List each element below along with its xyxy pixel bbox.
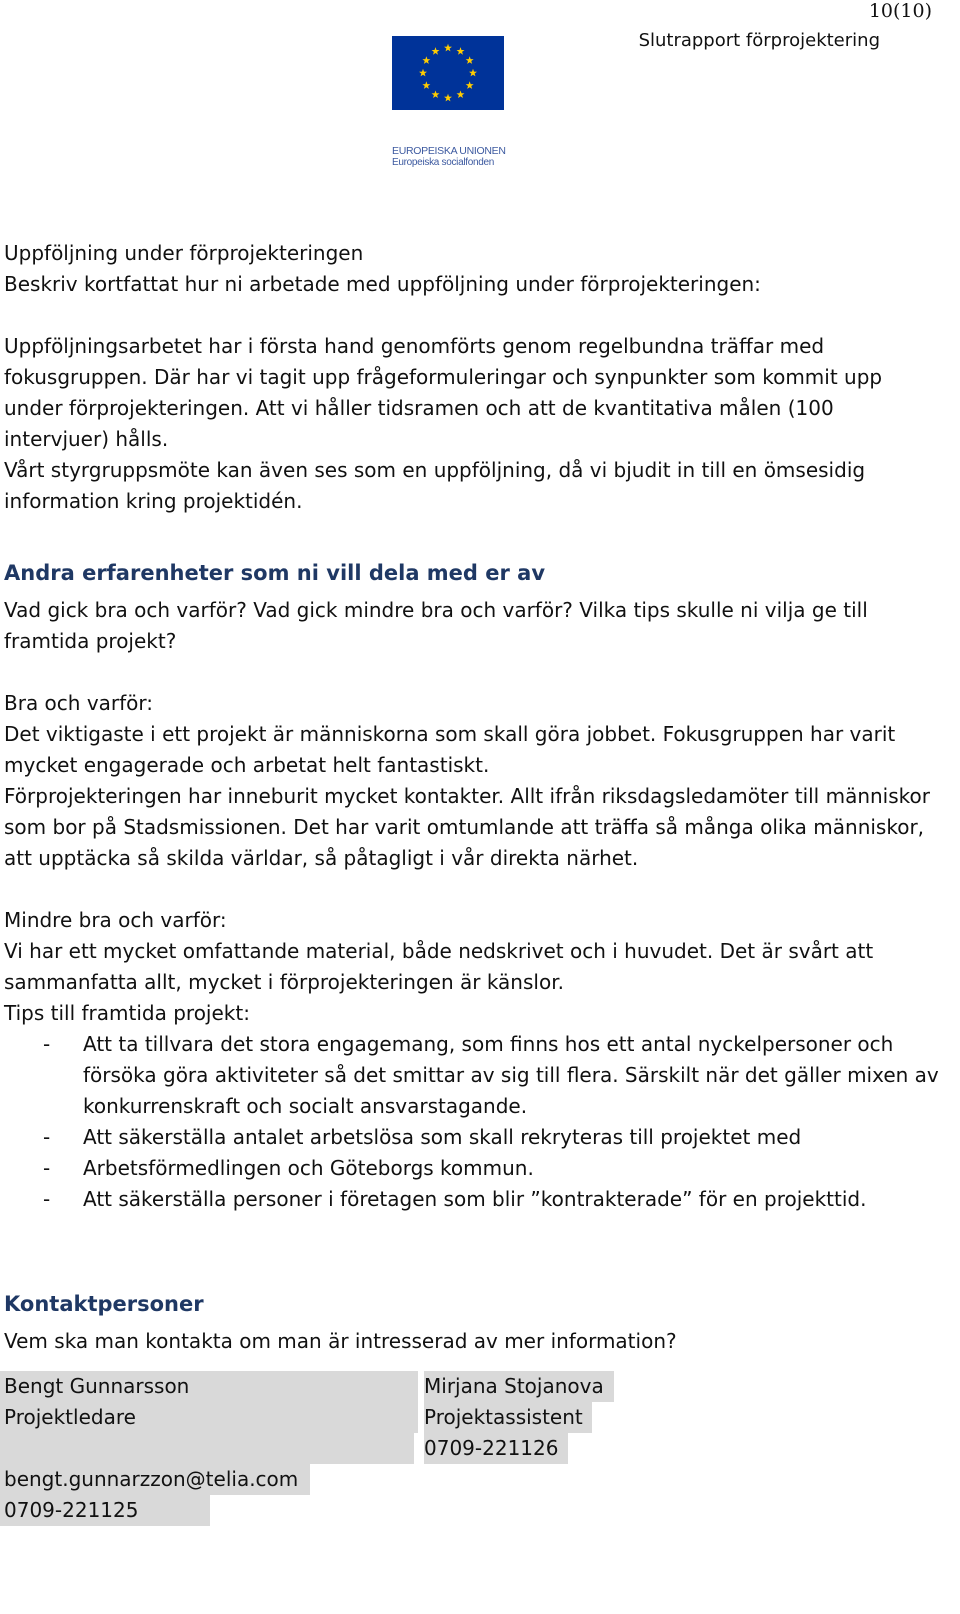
followup-answer-1: Uppföljningsarbetet har i första hand genomförts genom regelbundna träffar med fokusgruppen. Där har vi tagit upp frågeformuleringar och synpunkter som kommit upp under förprojekteringen. Att vi håller tidsramen och att de kvantitativa målen (100 intervjuer) hålls.	[4, 334, 883, 451]
list-item: - Att säkerställa personer i företagen som blir ”kontrakterade” för en projekttid.	[43, 1187, 867, 1211]
bad-label: Mindre bra och varför:	[4, 908, 227, 932]
eu-logo-line1: EUROPEISKA UNIONEN	[392, 145, 506, 157]
list-item: - Att ta tillvara det stora engagemang, som finns hos ett antal nyckelpersoner och försöka göra aktiviteter så det smittar av sig till flera. Särskilt när det gäller mixen av konkurrenskraft och socialt ansvarstagande.	[43, 1032, 939, 1118]
contact-1-email-line	[0, 1464, 310, 1495]
followup-answer-2: Vårt styrgruppsmöte kan även ses som en uppföljning, då vi bjudit in till en ömsesidig information kring projektidén.	[4, 458, 866, 513]
contact-1-phone: 0709-221125	[4, 1498, 139, 1522]
eu-logo-line2: Europeiska socialfonden	[392, 157, 495, 168]
good-label: Bra och varför:	[4, 691, 154, 715]
contacts-heading: Kontaktpersoner	[4, 1292, 204, 1316]
contact-1-role-line	[0, 1402, 418, 1433]
contact-1-name: Bengt Gunnarsson	[4, 1374, 190, 1398]
experiences-question: Vad gick bra och varför? Vad gick mindre bra och varför? Vilka tips skulle ni vilja ge till framtida projekt?	[4, 598, 868, 653]
contact-2-name-line	[424, 1371, 614, 1402]
list-item: - Att säkerställa antalet arbetslösa som skall rekryteras till projektet med	[43, 1125, 802, 1149]
contact-2-phone-line	[424, 1433, 568, 1464]
contacts-question: Vem ska man kontakta om man är intresserad av mer information?	[4, 1329, 677, 1353]
good-text-2: Förprojekteringen har inneburit mycket kontakter. Allt ifrån riksdagsledamöter till människor som bor på Stadsmissionen. Det har varit omtumlande att träffa så många olika människor, att upptäcka så skilda världar, så påtagligt i vår direkta närhet.	[4, 784, 930, 870]
tip-text: Att säkerställa personer i företagen som blir ”kontrakterade” för en projekttid.	[83, 1187, 867, 1211]
tip-text: Att säkerställa antalet arbetslösa som skall rekryteras till projektet med	[83, 1125, 802, 1149]
contact-1-name-line	[0, 1371, 418, 1402]
document-body	[4, 238, 944, 1531]
contact-2-role: Projektassistent	[424, 1405, 583, 1429]
contact-1-role: Projektledare	[4, 1405, 136, 1429]
eu-flag-icon	[392, 36, 504, 110]
contact-1-blank-line	[0, 1433, 414, 1464]
report-title: Slutrapport förprojektering	[638, 30, 880, 51]
tips-list	[4, 1029, 944, 1215]
experiences-heading: Andra erfarenheter som ni vill dela med er av	[4, 561, 546, 585]
contact-2-name: Mirjana Stojanova	[424, 1374, 604, 1398]
contacts-block	[4, 1371, 944, 1531]
good-text-1: Det viktigaste i ett projekt är människorna som skall göra jobbet. Fokusgruppen har varit mycket engagerade och arbetat helt fantastiskt.	[4, 722, 896, 777]
contact-1-email[interactable]: bengt.gunnarzzon@telia.com	[4, 1467, 299, 1491]
contact-2-phone: 0709-221126	[424, 1436, 559, 1460]
eu-logo	[392, 36, 504, 169]
followup-question: Beskriv kortfattat hur ni arbetade med uppföljning under förprojekteringen:	[4, 272, 761, 296]
followup-heading: Uppföljning under förprojekteringen	[4, 241, 364, 265]
contact-2-role-line	[424, 1402, 592, 1433]
page-number: 10(10)	[868, 0, 932, 22]
bad-text: Vi har ett mycket omfattande material, både nedskrivet och i huvudet. Det är svårt att sammanfatta allt, mycket i förprojekteringen är känslor.	[4, 939, 874, 994]
tips-label: Tips till framtida projekt:	[4, 1001, 250, 1025]
tip-text: Arbetsförmedlingen och Göteborgs kommun.	[83, 1156, 534, 1180]
tip-text: Att ta tillvara det stora engagemang, som finns hos ett antal nyckelpersoner och försöka göra aktiviteter så det smittar av sig till flera. Särskilt när det gäller mixen av konkurrenskraft och socialt ansvarstagande.	[83, 1032, 939, 1118]
contact-1-phone-line	[0, 1495, 210, 1526]
list-item: - Arbetsförmedlingen och Göteborgs kommun.	[43, 1156, 534, 1180]
